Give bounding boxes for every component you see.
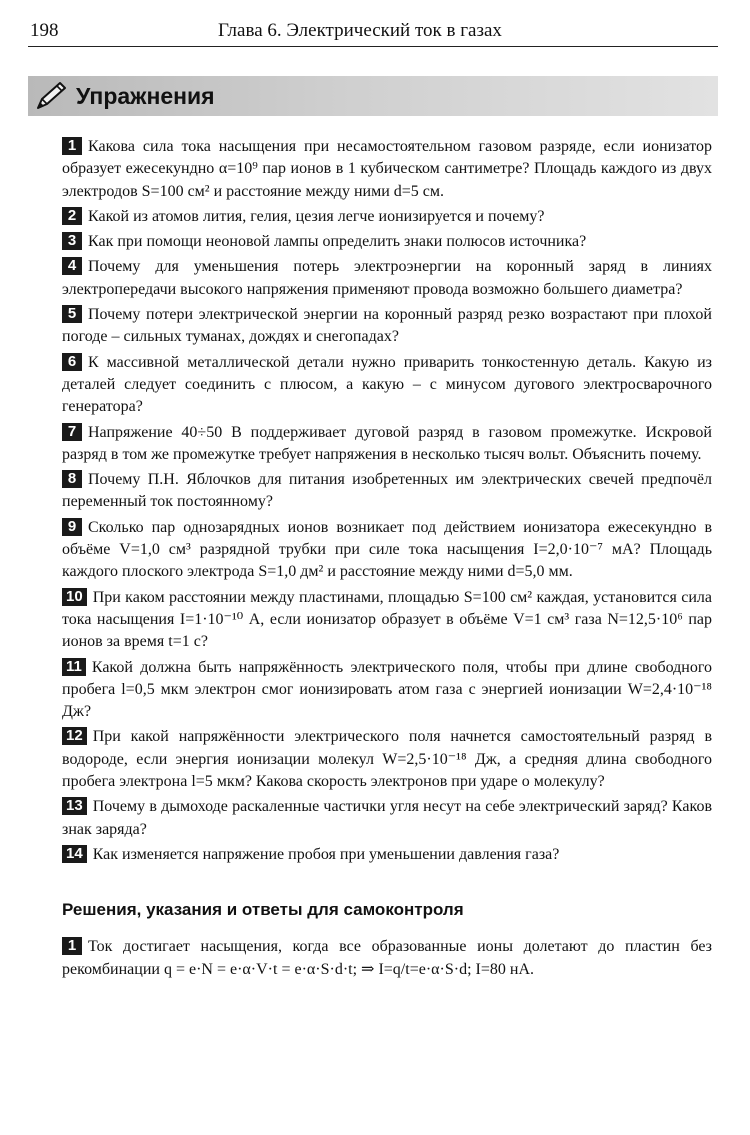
page-number: 198 — [30, 20, 59, 41]
solution-text: Ток достигает насыщения, когда все образованные ионы долетают до пластин без рекомбинации q = e·N = e·α·V·t = e·α·S·d·t; ⇒ I=q/t=e·α·S·d; I=80 нА. — [62, 938, 712, 978]
problem-text: Какой должна быть напряжённость электрического поля, чтобы при длине свободного пробега l=0,5 мкм электрон смог ионизировать атом газа с энергией ионизации W=2,4·10⁻¹⁸ Дж? — [62, 658, 712, 721]
problem-number: 1 — [62, 137, 82, 155]
solutions-heading: Решения, указания и ответы для самоконтроля — [62, 900, 464, 920]
problem-number: 13 — [62, 797, 87, 815]
problem-10 — [62, 587, 712, 654]
problem-3 — [62, 231, 712, 253]
problem-number: 3 — [62, 232, 82, 250]
section-banner — [28, 76, 718, 116]
problem-text: Как изменяется напряжение пробоя при уменьшении давления газа? — [92, 845, 560, 863]
problem-number: 10 — [62, 588, 87, 606]
problem-number: 7 — [62, 423, 82, 441]
problem-8 — [62, 469, 712, 514]
pencil-icon — [34, 80, 70, 112]
problem-number: 9 — [62, 518, 82, 536]
problem-text: К массивной металлической детали нужно приварить тонкостенную деталь. Какую из деталей следует соединить с плюсом, а какую – с минусом дугового электросварочного генератора? — [62, 353, 712, 416]
problem-text: Какова сила тока насыщения при несамостоятельном газовом разряде, если ионизатор образует ежесекундно α=10⁹ пар ионов в 1 кубическом сантиметре? Площадь каждого из двух электродов S=100 см² и расстояние между ними d=5 см. — [62, 138, 712, 200]
problem-text: Как при помощи неоновой лампы определить знаки полюсов источника? — [88, 233, 587, 251]
problem-text: Почему для уменьшения потерь электроэнергии на коронный заряд в линиях электропередачи высокого напряжения применяют провода возможно большего диаметра? — [62, 258, 712, 298]
problem-5 — [62, 304, 712, 349]
problem-4 — [62, 256, 712, 301]
problem-9 — [62, 517, 712, 584]
problem-number: 2 — [62, 207, 82, 225]
problem-text: Почему потери электрической энергии на коронный разряд резко возрастают при плохой погоде – сильных туманах, дождях и снегопадах? — [62, 306, 712, 346]
problem-number: 6 — [62, 353, 82, 371]
solution-number: 1 — [62, 937, 82, 955]
problem-text: Напряжение 40÷50 В поддерживает дуговой разряд в газовом промежутке. Искровой разряд в том же промежутке требует напряжения в несколько тысяч вольт. Объяснить почему. — [62, 423, 712, 463]
problem-1 — [62, 136, 712, 203]
problem-7 — [62, 422, 712, 467]
problem-text: Почему в дымоходе раскаленные частички угля несут на себе электрический заряд? Каков знак заряда? — [62, 798, 712, 838]
problem-text: Какой из атомов лития, гелия, цезия легче ионизируется и почему? — [88, 207, 545, 225]
problem-14 — [62, 844, 712, 866]
problem-text: При каком расстоянии между пластинами, площадью S=100 см² каждая, установится сила тока насыщения I=1·10⁻¹⁰ А, если ионизатор образует в объёме V=1 см³ газа N=12,5·10⁶ пар ионов за время t=1 с? — [62, 588, 712, 651]
problem-number: 12 — [62, 727, 87, 745]
problem-12 — [62, 726, 712, 793]
problem-number: 4 — [62, 257, 82, 275]
solution-1 — [62, 936, 712, 981]
problem-text: Почему П.Н. Яблочков для питания изобретенных им электрических свечей предпочёл переменный ток постоянному? — [62, 471, 712, 511]
problem-text: Сколько пар однозарядных ионов возникает под действием ионизатора ежесекундно в объёме V=1,0 см³ разрядной трубки при силе тока насыщения I=2,0·10⁻⁷ мА? Площадь каждого плоского электрода S=1,0 дм² и расстояние между ними d=5,0 мм. — [62, 518, 712, 581]
running-head — [28, 16, 718, 47]
problem-6 — [62, 352, 712, 419]
problem-number: 11 — [62, 658, 86, 676]
problem-13 — [62, 796, 712, 841]
problem-11 — [62, 657, 712, 724]
section-title: Упражнения — [76, 83, 215, 109]
problem-number: 14 — [62, 845, 87, 863]
problem-2 — [62, 206, 712, 228]
exercise-list — [62, 136, 712, 984]
problem-text: При какой напряжённости электрического поля начнется самостоятельный разряд в водороде, если энергия ионизации молекул W=2,5·10⁻¹⁸ Дж, а средняя длина свободного пробега электрона l=5 мкм? Какова скорость электронов при ударе о молекулу? — [62, 728, 712, 791]
problem-number: 8 — [62, 470, 82, 488]
chapter-title: Глава 6. Электрический ток в газах — [218, 20, 502, 41]
problem-number: 5 — [62, 305, 82, 323]
